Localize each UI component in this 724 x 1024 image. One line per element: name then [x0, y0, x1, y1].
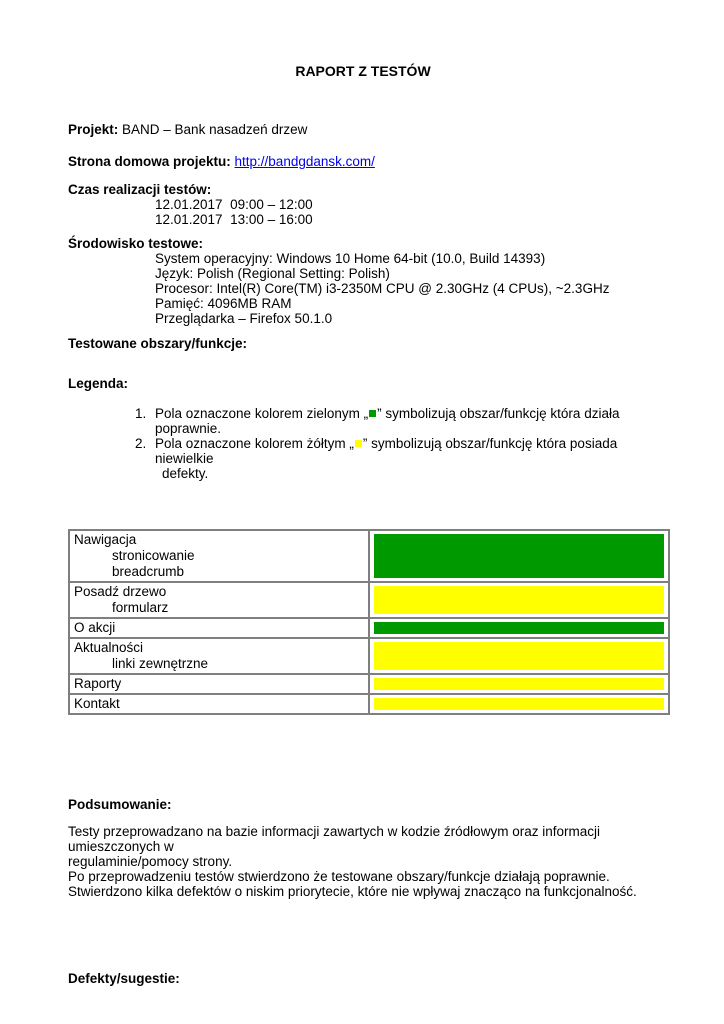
project-line	[68, 122, 658, 137]
homepage-line	[68, 154, 658, 169]
environment-cpu: Procesor: Intel(R) Core(TM) i3-2350M CPU @ 2.30GHz (4 CPUs), ~2.3GHz	[155, 281, 610, 296]
environment-browser: Przeglądarka – Firefox 50.1.0	[155, 311, 333, 326]
legend-item-text	[155, 406, 658, 436]
summary-text-line: Po przeprowadzeniu testów stwierdzono że testowane obszary/funkcje działają poprawnie.	[68, 869, 610, 884]
area-cell	[69, 530, 369, 582]
status-bar-yellow	[374, 698, 664, 710]
sub-area-label: linki zewnętrzne	[112, 656, 209, 671]
legend-text-before: Pola oznaczone kolorem żółtym „	[155, 436, 354, 451]
environment-os: System operacyjny: Windows 10 Home 64-bit (10.0, Build 14393)	[155, 251, 546, 266]
test-session-2: 12.01.2017 13:00 – 16:00	[155, 212, 313, 227]
legend-item-2	[135, 436, 658, 466]
green-square-icon	[369, 410, 376, 417]
table-row	[69, 618, 669, 638]
legend-item-number: 2.	[135, 436, 147, 451]
summary-text-line: Stwierdzono kilka defektów o niskim priorytecie, które nie wpływaj znacząco na funkcjonalność.	[68, 884, 637, 899]
sub-area-label: formularz	[112, 600, 169, 615]
legend-item-text	[155, 436, 658, 466]
sub-area-label: breadcrumb	[112, 564, 185, 579]
table-row	[69, 530, 669, 582]
summary-text-line: Testy przeprowadzano na bazie informacji zawartych w kodzie źródłowym oraz informacji umieszczonych w	[68, 824, 600, 854]
environment-ram: Pamięć: 4096MB RAM	[155, 296, 292, 311]
area-label: Nawigacja	[74, 532, 137, 547]
table-row	[69, 638, 669, 674]
results-table	[68, 529, 670, 715]
table-row	[69, 694, 669, 714]
area-label: O akcji	[74, 620, 116, 635]
area-label: Posadź drzewo	[74, 584, 167, 599]
legend-item-2-wrap: defekty.	[162, 466, 209, 481]
status-cell	[369, 582, 669, 618]
area-cell	[69, 618, 369, 638]
status-cell	[369, 530, 669, 582]
page-title: RAPORT Z TESTÓW	[295, 63, 431, 79]
legend-item-number: 1.	[135, 406, 147, 421]
project-label: Projekt:	[68, 122, 119, 137]
area-cell	[69, 638, 369, 674]
legend-text-before: Pola oznaczone kolorem zielonym „	[155, 406, 369, 421]
project-value: BAND – Bank nasadzeń drzew	[122, 122, 308, 137]
legend-text-after: ” symbolizują obszar/funkcję która posiada niewielkie	[155, 436, 618, 466]
area-cell	[69, 694, 369, 714]
summary-heading: Podsumowanie:	[68, 797, 172, 812]
test-time-heading: Czas realizacji testów:	[68, 182, 212, 197]
status-bar-yellow	[374, 586, 664, 614]
legend-heading: Legenda:	[68, 376, 129, 391]
legend-item-1	[135, 406, 658, 436]
homepage-label: Strona domowa projektu:	[68, 154, 231, 169]
summary-text-line: regulaminie/pomocy strony.	[68, 854, 233, 869]
status-cell	[369, 638, 669, 674]
status-cell	[369, 618, 669, 638]
status-bar-green	[374, 534, 664, 578]
homepage-link[interactable]: http://bandgdansk.com/	[234, 154, 375, 169]
environment-language: Język: Polish (Regional Setting: Polish)	[155, 266, 390, 281]
sub-area-label: stronicowanie	[112, 548, 195, 563]
test-session-1: 12.01.2017 09:00 – 12:00	[155, 197, 313, 212]
yellow-square-icon	[355, 440, 362, 447]
status-cell	[369, 694, 669, 714]
environment-heading: Środowisko testowe:	[68, 236, 204, 251]
status-bar-yellow	[374, 642, 664, 670]
status-bar-green	[374, 622, 664, 634]
legend-text-after: ” symbolizują obszar/funkcję która działa poprawnie.	[155, 406, 620, 436]
area-label: Aktualności	[74, 640, 144, 655]
area-cell	[69, 582, 369, 618]
table-row	[69, 674, 669, 694]
area-label: Raporty	[74, 676, 122, 691]
status-cell	[369, 674, 669, 694]
area-label: Kontakt	[74, 696, 120, 711]
defects-heading: Defekty/sugestie:	[68, 971, 180, 986]
area-cell	[69, 674, 369, 694]
status-bar-yellow	[374, 678, 664, 690]
tested-areas-heading: Testowane obszary/funkcje:	[68, 336, 248, 351]
table-row	[69, 582, 669, 618]
